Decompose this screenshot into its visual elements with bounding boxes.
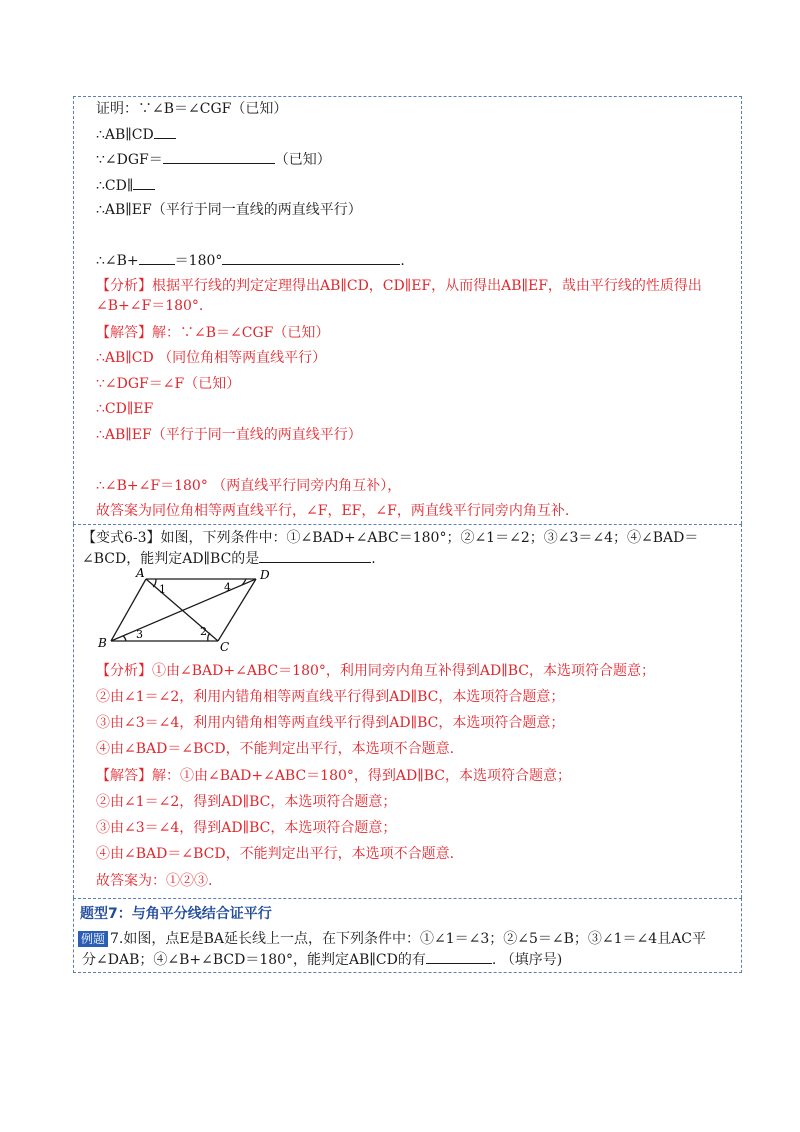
example-badge: 例题 [78,931,108,947]
answer-blank[interactable] [222,250,400,265]
example-line-2: 分∠DAB；④∠B+∠BCD＝180°，能判定AB∥CD的有 . （填序号) [82,949,562,970]
solution-line-7: 故答案为同位角相等两直线平行，∠F，EF，∠F，两直线平行同旁内角互补. [96,503,570,519]
answer-blank[interactable] [133,175,155,190]
angle-label-3: 3 [136,628,143,641]
vertex-label-b: B [98,636,107,650]
vertex-label-d: D [260,568,270,582]
solution-line-3: ∵∠DGF＝∠F（已知） [96,376,241,392]
analysis2-line-2: ②由∠1＝∠2，利用内错角相等两直线平行得到AD∥BC，本选项符合题意； [96,689,565,705]
solution2-line-4: ④由∠BAD＝∠BCD，不能判定出平行，本选项不合题意. [96,846,455,862]
answer-blank[interactable] [154,124,176,139]
vertex-label-a: A [136,567,145,580]
answer-blank[interactable] [139,250,175,265]
variant-line-2: ∠BCD，能判定AD∥BC的是 . [82,548,376,569]
proof-line-4: ∴CD∥ [96,175,155,196]
section7-box [73,898,742,973]
diagonal-bd [111,579,256,641]
angle-arc [153,579,156,587]
answer-blank[interactable] [259,548,371,563]
solution-line-6: ∴∠B+∠F＝180° （两直线平行同旁内角互补）， [96,478,402,494]
proof-line-6: ∴∠B+ ＝180° . [96,250,405,271]
solution-line-5: ∴AB∥EF（平行于同一直线的两直线平行） [96,427,362,443]
analysis2-line-1: 【分析】①由∠BAD+∠ABC＝180°，利用同旁内角互补得到AD∥BC，本选项符合题意； [96,663,655,679]
solution-line-2: ∴AB∥CD （同位角相等两直线平行） [96,350,327,366]
answer-blank[interactable] [163,149,275,164]
angle-label-4: 4 [224,581,231,594]
solution-line-1: 【解答】解：∵∠B＝∠CGF（已知） [96,325,330,341]
variant-line-1: 【变式6-3】如图，下列条件中：①∠BAD+∠ABC＝180°；②∠1＝∠2；③∠3＝∠4；④∠BAD＝ [82,530,699,546]
solution2-line-2: ②由∠1＝∠2，得到AD∥BC，本选项符合题意； [96,794,397,810]
proof-line-3: ∵∠DGF＝ （已知） [96,149,331,170]
solution2-line-3: ③由∠3＝∠4，得到AD∥BC，本选项符合题意； [96,820,397,836]
solution-line-4: ∴CD∥EF [96,401,154,417]
solution2-line-1: 【解答】解：①由∠BAD+∠ABC＝180°，得到AD∥BC，本选项符合题意； [96,768,571,784]
vertex-label-c: C [220,640,230,651]
proof-box [73,96,742,524]
section-heading: 题型7：与角平分线结合证平行 [80,906,272,922]
analysis2-line-3: ③由∠3＝∠4，利用内错角相等两直线平行得到AD∥BC，本选项符合题意； [96,715,565,731]
angle-arc [123,636,126,641]
angle-label-2: 2 [200,625,207,638]
analysis-line-1: 【分析】根据平行线的判定定理得出AB∥CD，CD∥EF，从而得出AB∥EF，哉由平行线的性质得出 [96,278,702,294]
proof-line-2: ∴AB∥CD [96,124,176,145]
parallelogram-figure [96,567,296,651]
angle-arc [208,633,210,641]
analysis2-line-4: ④由∠BAD＝∠BCD，不能判定出平行，本选项不合题意. [96,741,455,757]
variant-box [73,524,742,898]
angle-label-1: 1 [159,583,166,596]
proof-line-1: 证明：∵∠B＝∠CGF（已知） [96,101,288,117]
analysis-line-2: ∠B+∠F＝180°. [96,298,204,314]
proof-line-5: ∴AB∥EF（平行于同一直线的两直线平行） [96,202,362,218]
solution2-line-5: 故答案为：①②③. [96,873,213,889]
example-line-1: 例题 7.如图，点E是BA延长线上一点，在下列条件中：①∠1＝∠3；②∠5＝∠B；③∠1＝∠4且AC平 [78,929,706,949]
answer-blank[interactable] [426,949,492,964]
